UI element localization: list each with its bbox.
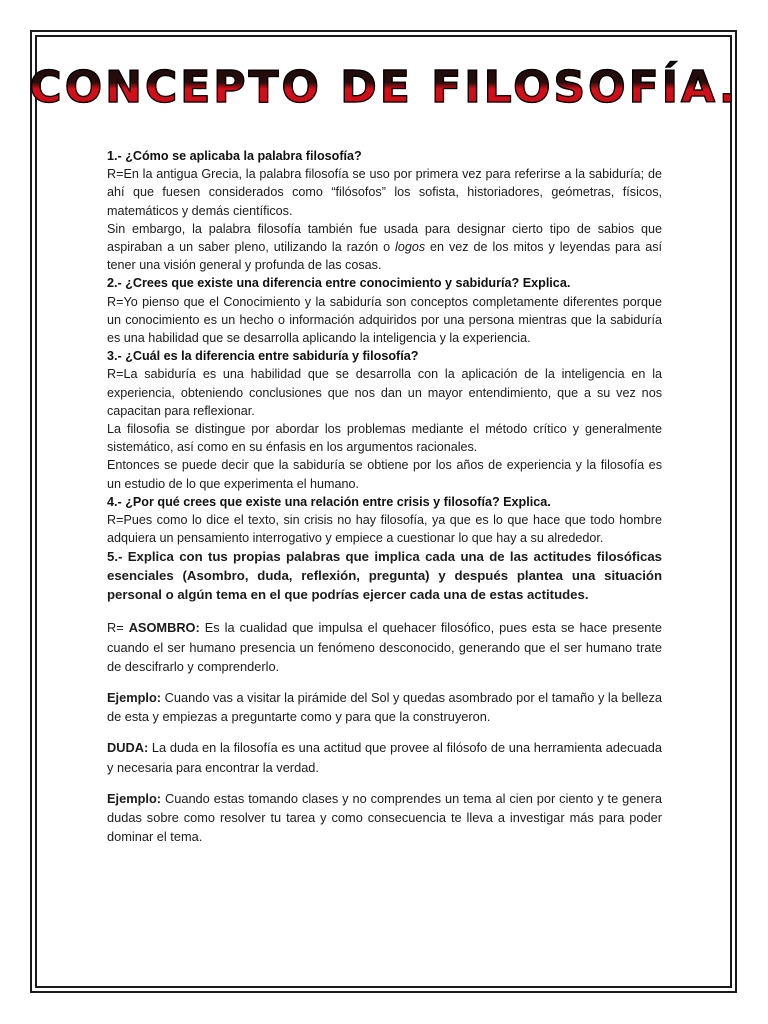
- duda-text: La duda en la filosofía es una actitud que provee al filósofo de una herramienta adecuada y necesaria para encontrar la verdad.: [107, 740, 662, 775]
- question-3: 3.- ¿Cuál es la diferencia entre sabiduría y filosofía?: [107, 349, 419, 364]
- duda-paragraph: [107, 738, 662, 776]
- asombro-text: Es la cualidad que impulsa el quehacer filosófico, pues esta se hace presente cuando el ser humano presencia un fenómeno desconocido, generando que el ser humano trate de descifrarlo y comprenderlo.: [107, 620, 662, 674]
- duda-term: DUDA:: [107, 740, 149, 756]
- ejemplo-2-text: Cuando estas tomando clases y no comprendes un tema al cien por ciento y te genera dudas sobre como resolver tu tarea y como consecuencia te lleva a investigar más para poder dominar el tema.: [107, 790, 662, 845]
- answer-1-text-a: Sin embargo, la palabra filosofía también fue usada para designar cierto tipo de sabios que aspiraban a un saber pleno, utilizando la razón o: [107, 221, 662, 255]
- ejemplo-1-paragraph: [107, 688, 662, 726]
- question-2: 2.- ¿Crees que existe una diferencia entre conocimiento y sabiduría? Explica.: [107, 276, 571, 291]
- answer-1-paragraph-1: R=En la antigua Grecia, la palabra filosofía se uso por primera vez para referirse a la sabiduría; de ahí que fuesen considerados como “filósofos” los sofista, historiadores, geómetras, físicos, matemáticos y demás científicos.: [107, 167, 662, 218]
- question-1: 1.- ¿Cómo se aplicaba la palabra filosofía?: [107, 149, 362, 163]
- answer-3-paragraph-2: La filosofia se distingue por abordar los problemas mediante el método crítico y generalmente sistemático, así como en su énfasis en los argumentos racionales.: [107, 422, 662, 455]
- question-4: 4.- ¿Por qué crees que existe una relación entre crisis y filosofía? Explica.: [107, 494, 551, 509]
- answer-3-paragraph-1: R=La sabiduría es una habilidad que se desarrolla con la aplicación de la inteligencia en la experiencia, obteniendo conclusiones que nos dan un mayor entendimiento, que a su vez nos capacitan para reflexionar.: [107, 367, 662, 418]
- asombro-prefix: R=: [107, 620, 129, 636]
- logos-term: logos: [395, 240, 426, 255]
- title-container: [0, 60, 768, 120]
- page-title: CONCEPTO DE FILOSOFÍA.: [29, 60, 738, 116]
- answer-4-paragraph-1: R=Pues como lo dice el texto, sin crisis no hay filosofía, ya que es lo que hace que todo hombre adquiera un pensamiento interrogativo y empiece a cuestionar lo que hay a su alrededor.: [107, 513, 662, 546]
- document-body: [107, 147, 662, 847]
- answer-2-paragraph-1: R=Yo pienso que el Conocimiento y la sabiduría son conceptos completamente diferentes porque un conocimiento es un hecho o información adquiridos por una persona mientras que la sabiduría es una habilidad que se desarrolla aplicando la inteligencia y la experiencia.: [107, 294, 662, 346]
- ejemplo-2-paragraph: [107, 789, 662, 847]
- question-5: 5.- Explica con tus propias palabras que implica cada una de las actitudes filosóficas esenciales (Asombro, duda, reflexión, pregunta) y después plantea una situación personal o algún tema en el que podrías ejercer cada una de estas actitudes.: [107, 549, 662, 603]
- answer-1-text-b: en vez de los mitos y leyendas para así tener una visión general y profunda de las cosas.: [107, 240, 662, 273]
- asombro-paragraph: [107, 618, 662, 676]
- asombro-term: ASOMBRO:: [128, 620, 200, 636]
- ejemplo-1-text: Cuando vas a visitar la pirámide del Sol y quedas asombrado por el tamaño y la belleza de esta y empiezas a preguntarte como y para que la construyeron.: [107, 690, 662, 725]
- ejemplo-1-term: Ejemplo:: [107, 690, 162, 706]
- answer-3-paragraph-3: Entonces se puede decir que la sabiduría se obtiene por los años de experiencia y la filosofía es un estudio de lo que experimenta el humano.: [107, 458, 662, 491]
- ejemplo-2-term: Ejemplo:: [107, 790, 162, 806]
- answer-1-paragraph-2: [107, 220, 662, 275]
